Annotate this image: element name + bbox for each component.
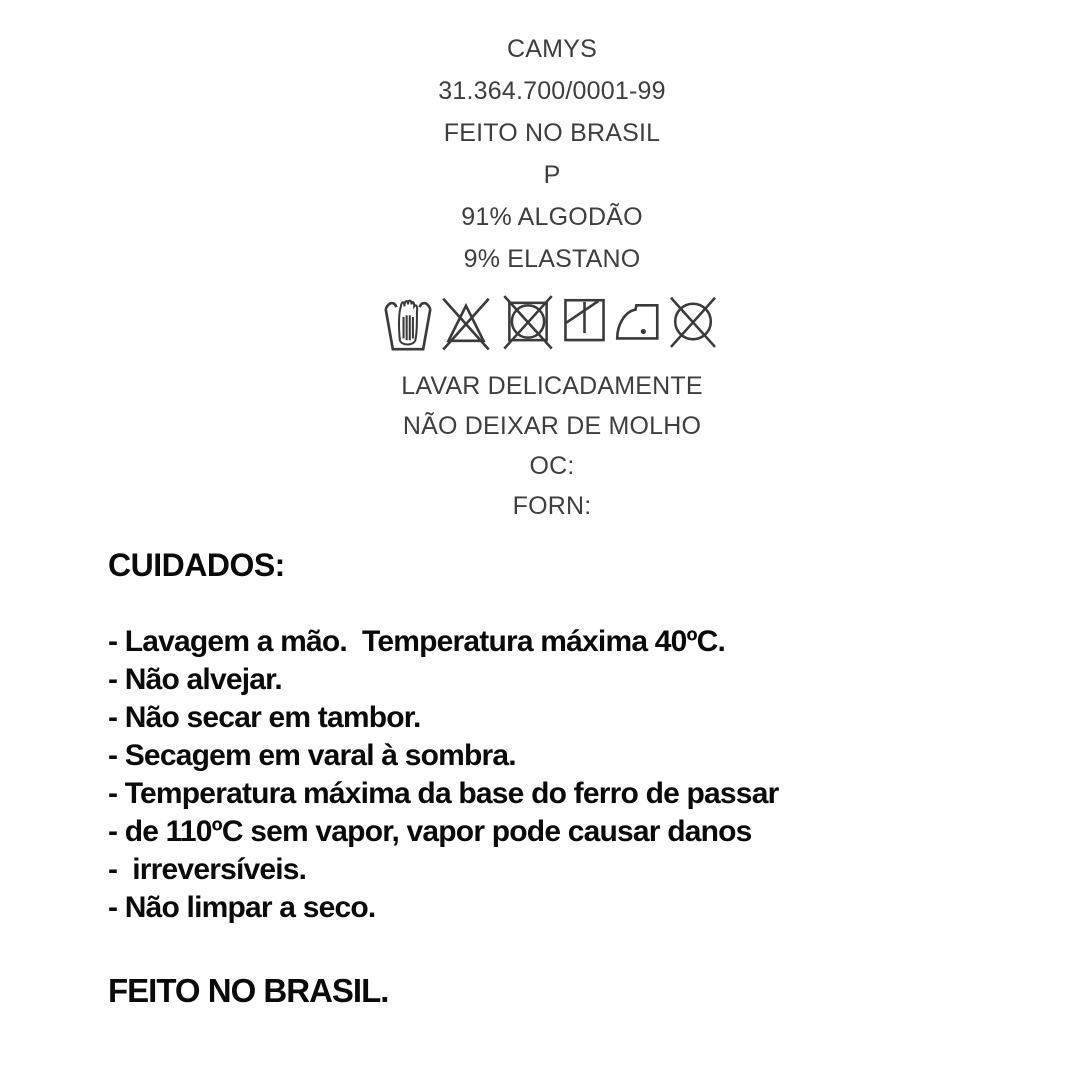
- oc-field: OC:: [529, 452, 575, 480]
- size-letter: P: [543, 161, 561, 189]
- forn-field: FORN:: [512, 492, 592, 520]
- wash-note-delicate: LAVAR DELICADAMENTE: [401, 372, 703, 400]
- composition-line-cotton: 91% ALGODÃO: [461, 203, 643, 231]
- origin-line: FEITO NO BRASIL: [443, 119, 661, 147]
- line-dry-shade-icon: [562, 293, 607, 349]
- brand-name: CAMYS: [507, 35, 597, 63]
- label-header: [12, 28, 1080, 526]
- company-registration-number: 31.364.700/0001-99: [438, 77, 666, 105]
- do-not-bleach-icon: [438, 290, 494, 353]
- care-item-hand-wash: - Lavagem a mão. Temperatura máxima 40ºC.: [108, 625, 726, 658]
- composition-line-elastane: 9% ELASTANO: [463, 245, 641, 273]
- care-item-no-bleach: - Não alvejar.: [108, 663, 282, 696]
- wash-notes: [12, 366, 1080, 526]
- care-symbols-row: [12, 286, 1080, 356]
- care-item-iron-temp-2: - de 110ºC sem vapor, vapor pode causar danos: [108, 815, 752, 848]
- care-heading: CUIDADOS:: [108, 547, 285, 583]
- do-not-dry-clean-icon: [664, 291, 722, 352]
- care-item-no-tumble-dry: - Não secar em tambor.: [108, 701, 421, 734]
- care-items-list: [108, 623, 778, 927]
- iron-low-temperature-icon: [612, 293, 659, 349]
- care-instructions-section: [108, 545, 778, 1011]
- care-item-iron-temp-3: - irreversíveis.: [108, 853, 307, 886]
- care-item-no-dry-clean: - Não limpar a seco.: [108, 891, 376, 924]
- care-item-line-dry-shade: - Secagem em varal à sombra.: [108, 739, 516, 772]
- do-not-tumble-dry-icon: [499, 291, 557, 352]
- hand-wash-icon: [383, 290, 433, 353]
- care-item-iron-temp-1: - Temperatura máxima da base do ferro de passar: [108, 777, 779, 810]
- made-in-footer: FEITO NO BRASIL.: [108, 972, 389, 1009]
- wash-note-no-soak: NÃO DEIXAR DE MOLHO: [402, 412, 702, 440]
